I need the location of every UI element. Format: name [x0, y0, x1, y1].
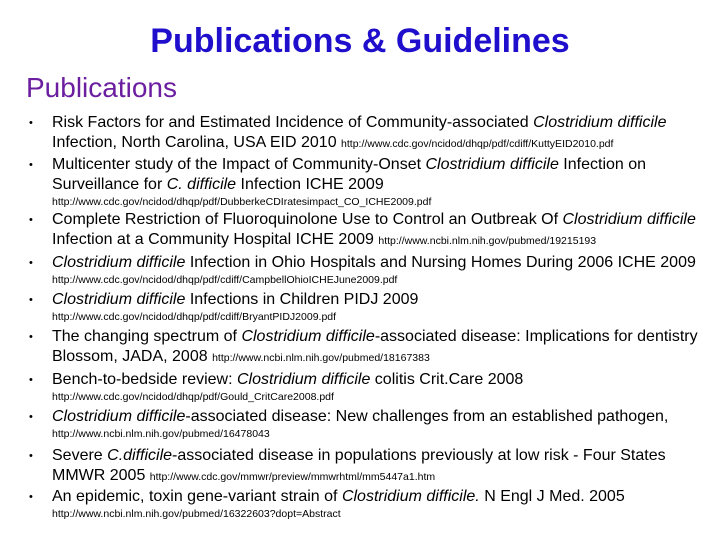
- bullet-icon: •: [29, 214, 33, 226]
- entry-italic: Clostridium difficile: [425, 156, 559, 173]
- entry-italic: Clostridium difficile: [52, 291, 186, 308]
- entry-url[interactable]: http://www.cdc.gov/ncidod/dhqp/pdf/cdiff/KuttyEID2010.pdf: [341, 138, 614, 150]
- entry-text: N Engl J Med. 2005: [479, 488, 625, 505]
- publication-entry: [52, 210, 707, 251]
- entry-text: Infection, North Carolina, USA EID 2010: [52, 134, 342, 151]
- entry-text: colitis Crit.Care 2008: [370, 371, 524, 388]
- entry-text: -associated disease in populations previously at low risk - Four States: [172, 447, 666, 464]
- entry-text: The changing spectrum of: [52, 328, 242, 345]
- entry-url[interactable]: http://www.cdc.gov/ncidod/dhqp/pdf/DubberkeCDIratesimpact_CO_ICHE2009.pdf: [52, 196, 432, 208]
- publication-entry: [52, 407, 707, 441]
- bullet-icon: •: [29, 411, 33, 423]
- publication-entry: [52, 487, 707, 521]
- entry-italic: C.difficile: [107, 447, 173, 464]
- entry-italic: Clostridium difficile.: [341, 488, 480, 505]
- entry-text: MMWR 2005: [52, 467, 150, 484]
- bullet-icon: •: [29, 450, 33, 462]
- entry-text: Infections in Children PIDJ 2009: [185, 291, 419, 308]
- entry-url[interactable]: http://www.ncbi.nlm.nih.gov/pubmed/16322603?dopt=Abstract: [52, 508, 341, 520]
- entry-italic: C. difficile: [166, 176, 237, 193]
- bullet-icon: •: [29, 294, 33, 306]
- entry-text: -associated disease: New challenges from an established pathogen,: [185, 408, 669, 425]
- entry-url[interactable]: http://www.ncbi.nlm.nih.gov/pubmed/16478043: [52, 428, 270, 440]
- entry-text: Blossom, JADA, 2008: [52, 348, 213, 365]
- entry-text: Bench-to-bedside review:: [52, 371, 237, 388]
- entry-url[interactable]: http://www.ncbi.nlm.nih.gov/pubmed/19215193: [378, 235, 597, 247]
- entry-italic: Clostridium difficile: [562, 211, 696, 228]
- publication-entry: [52, 155, 707, 209]
- bullet-icon: •: [29, 159, 33, 171]
- slide-title: Publications & Guidelines: [150, 22, 570, 60]
- entry-text: Complete Restriction of Fluoroquinolone Use to Control an Outbreak Of: [52, 211, 563, 228]
- bullet-icon: •: [29, 374, 33, 386]
- entry-italic: Clostridium difficile: [52, 254, 186, 271]
- bullet-icon: •: [29, 117, 33, 129]
- publication-entry: [52, 327, 707, 368]
- entry-text: An epidemic, toxin gene-variant strain of: [52, 488, 342, 505]
- publication-entry: [52, 290, 707, 324]
- publication-entry: [52, 370, 707, 404]
- entry-url[interactable]: http://www.cdc.gov/mmwr/preview/mmwrhtml/mm5447a1.htm: [149, 471, 436, 483]
- entry-text: Risk Factors for and Estimated Incidence of Community-associated: [52, 114, 534, 131]
- section-heading: Publications: [26, 72, 177, 103]
- entry-text: Multicenter study of the Impact of Community-Onset: [52, 156, 426, 173]
- entry-italic: Clostridium difficile: [241, 328, 375, 345]
- entry-text: -associated disease: Implications for dentistry: [374, 328, 698, 345]
- entry-text: Surveillance for: [52, 176, 167, 193]
- entry-url[interactable]: http://www.cdc.gov/ncidod/dhqp/pdf/cdiff/CampbellOhioICHEJune2009.pdf: [52, 274, 398, 286]
- entry-text: Infection in Ohio Hospitals and Nursing Homes During 2006 ICHE 2009: [185, 254, 696, 271]
- bullet-icon: •: [29, 257, 33, 269]
- entry-text: Infection ICHE 2009: [236, 176, 384, 193]
- publication-entry: [52, 253, 707, 287]
- publication-entry: [52, 446, 707, 487]
- bullet-icon: •: [29, 331, 33, 343]
- entry-text: Infection at a Community Hospital ICHE 2009: [52, 231, 379, 248]
- publication-entry: [52, 113, 707, 154]
- bullet-icon: •: [29, 491, 33, 503]
- entry-url[interactable]: http://www.cdc.gov/ncidod/dhqp/pdf/cdiff/BryantPIDJ2009.pdf: [52, 311, 337, 323]
- entry-italic: Clostridium difficile: [236, 371, 371, 388]
- entry-italic: Clostridium difficile: [533, 114, 667, 131]
- entry-text: Severe: [52, 447, 108, 464]
- entry-url[interactable]: http://www.cdc.gov/ncidod/dhqp/pdf/Gould_CritCare2008.pdf: [52, 391, 334, 403]
- entry-url[interactable]: http://www.ncbi.nlm.nih.gov/pubmed/18167383: [212, 352, 430, 364]
- entry-text: Infection on: [558, 156, 647, 173]
- entry-italic: Clostridium difficile: [52, 408, 186, 425]
